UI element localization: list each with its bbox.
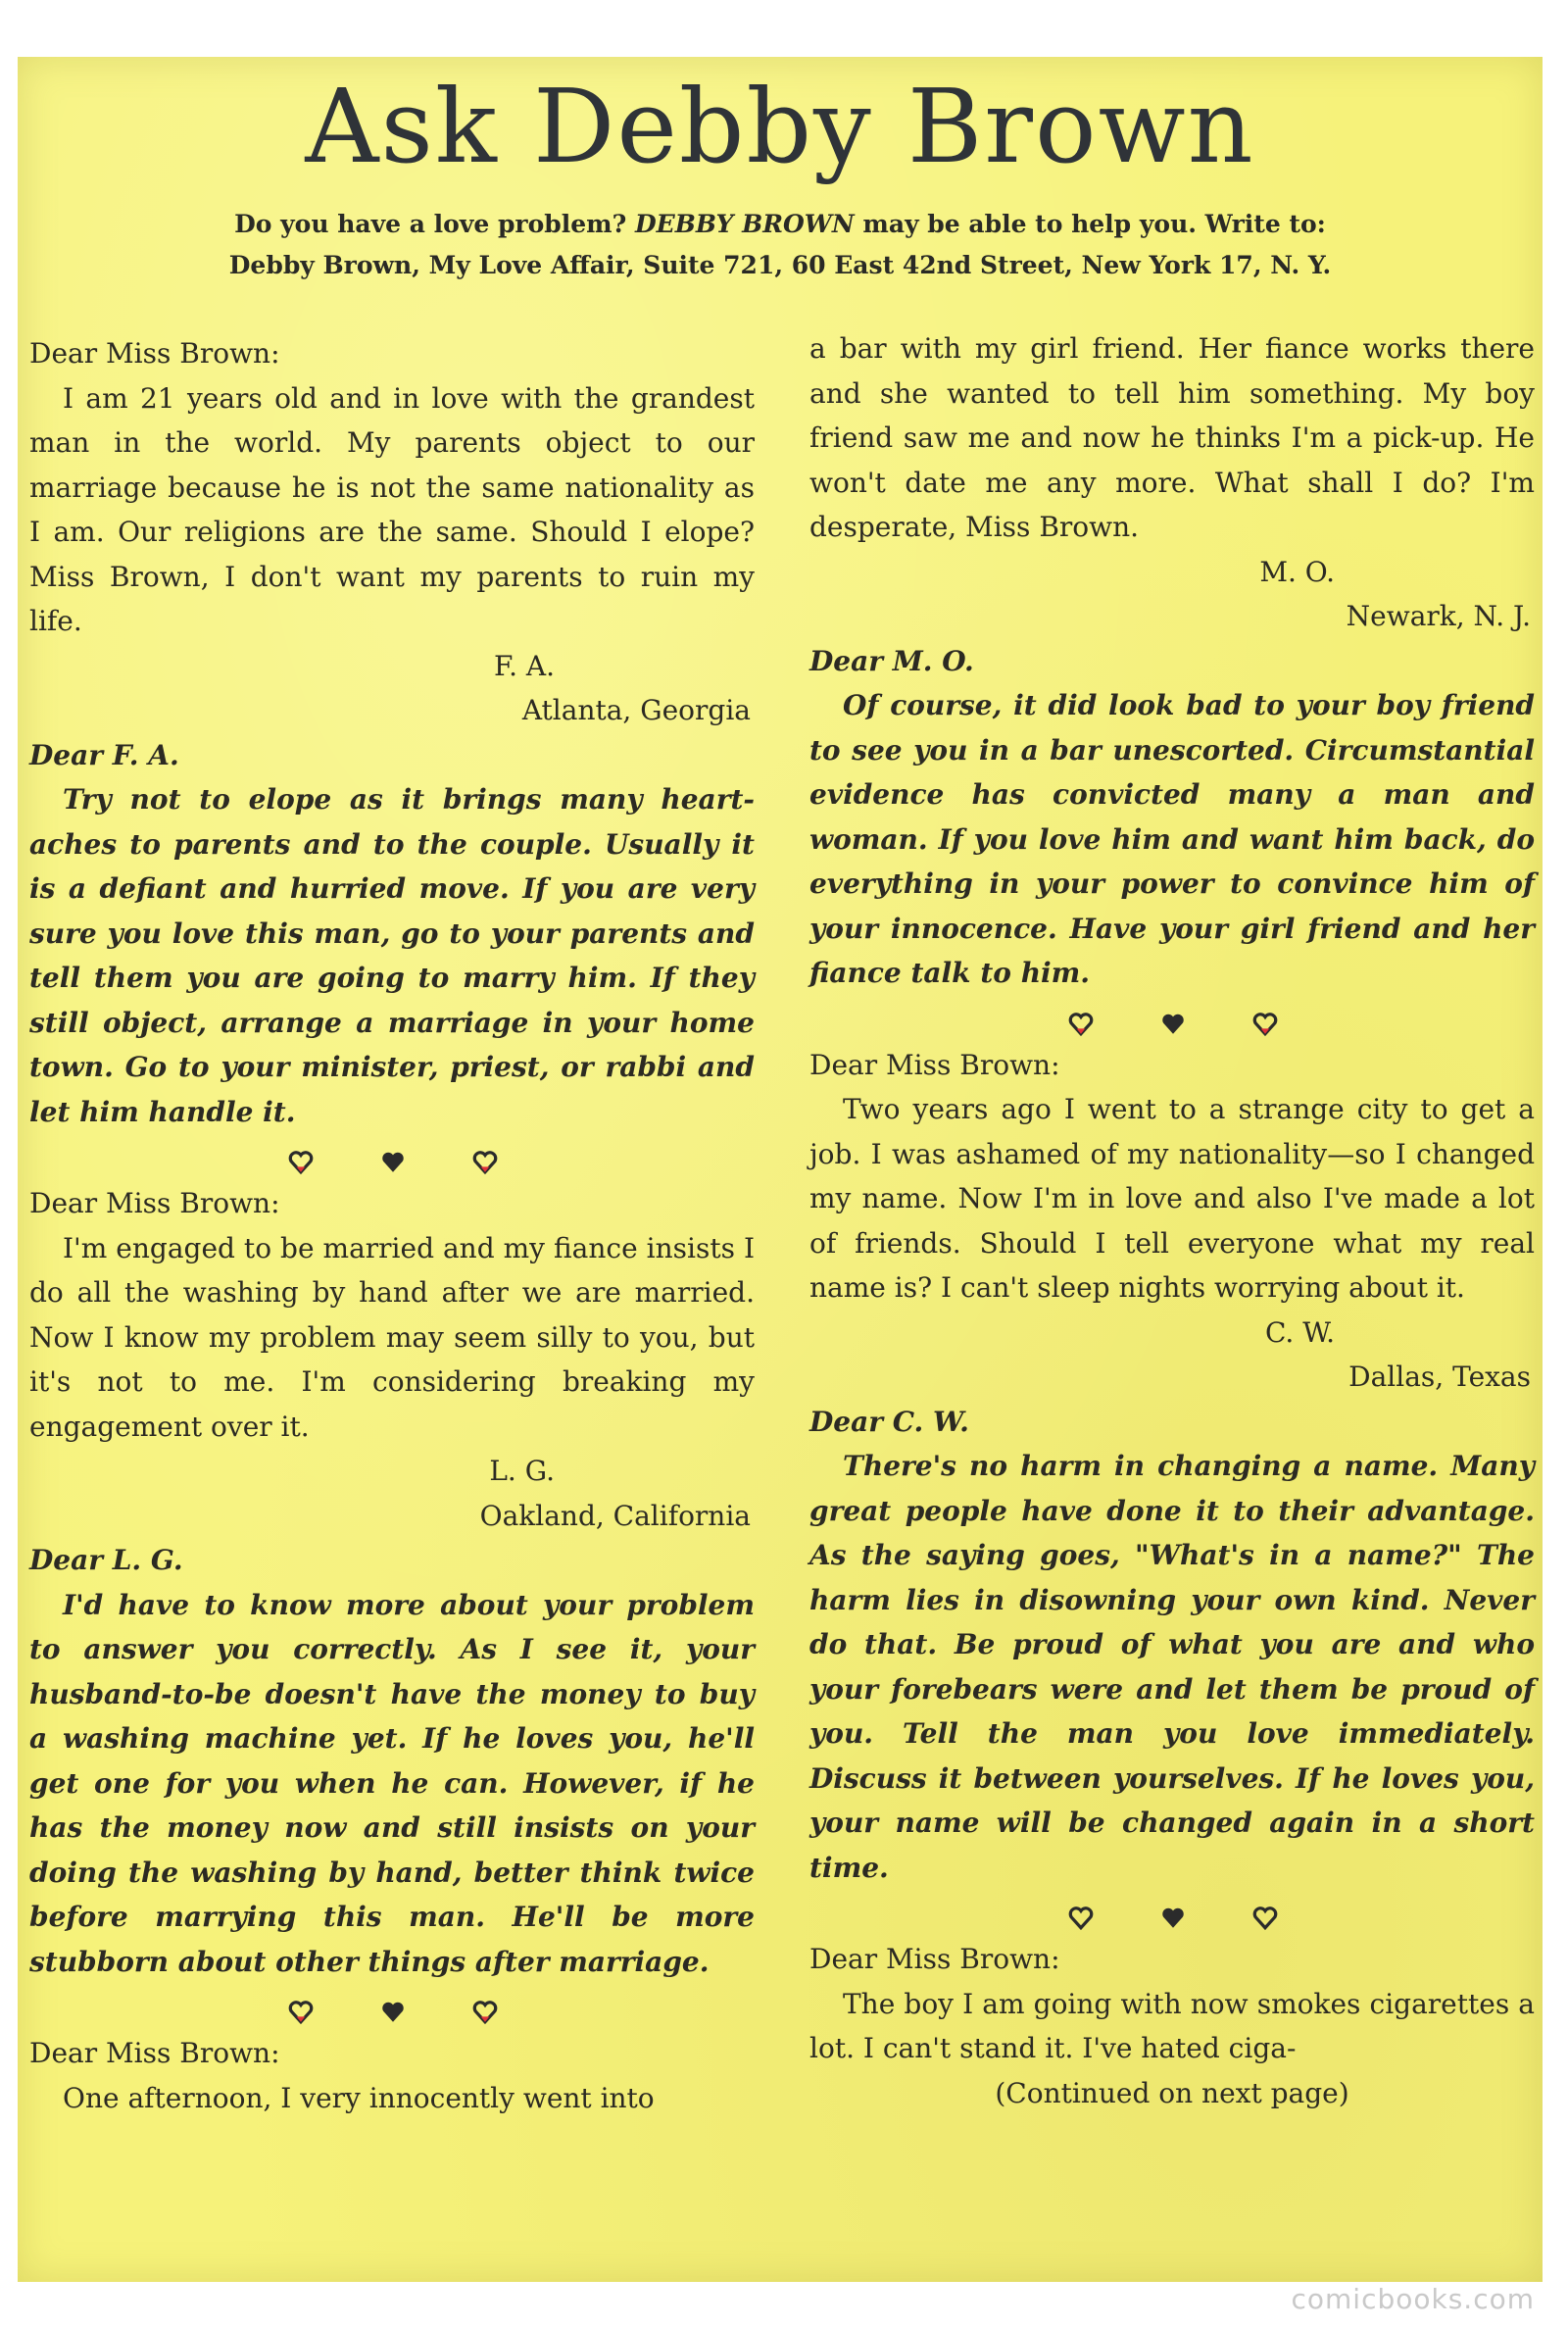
intro-line-1: [76, 204, 1484, 245]
reply-cw: [809, 1400, 1535, 1891]
letter-initials: M. O.: [1259, 555, 1335, 588]
letter-initials: F. A.: [494, 649, 555, 682]
continued-note: (Continued on next page): [995, 2076, 1349, 2109]
reply-salutation: Dear M. O.: [809, 644, 974, 677]
heart-divider: [809, 1900, 1535, 1923]
letter-initials: C. W.: [1264, 1315, 1335, 1349]
letter-place: Newark, N. J.: [1346, 600, 1531, 632]
heart-icon: [380, 1144, 404, 1167]
letter-lg: [29, 1181, 755, 1538]
letter-signature: [809, 550, 1535, 639]
letter-body: I am 21 years old and in love with the grandest man in the world. My parents object to our marriage because he is not the same nationality as I am. Our religions are the same. Should I elope? Miss Brown, I don't want my parents to ruin my life.: [29, 381, 755, 637]
letter-body: I'm engaged to be married and my fiance insists I do all the washing by hand after we are married. Now I know my problem may seem silly to you, but it's not to me. I'm considering breaking my engagement over it.: [29, 1231, 755, 1443]
heart-icon: [1068, 1006, 1092, 1029]
reply-mo: [809, 639, 1535, 996]
letter-body: Two years ago I went to a strange city to get a job. I was ashamed of my nationality—so I changed my name. Now I'm in love and also I've made a lot of friends. Should I tell everyone what my real name is? I can't sleep nights worrying about it.: [809, 1093, 1535, 1304]
intro-name: DEBBY BROWN: [634, 210, 855, 238]
reply-body: Of course, it did look bad to your boy friend to see you in a bar unescorted. Circumstantial evidence has convicted many a man and woman. If you love him and want him back, do everything in your power to convince him of your innocence. Have your girl friend and her fiance talk to him.: [809, 689, 1535, 989]
letter-cw: [809, 1043, 1535, 1400]
watermark: comicbooks.com: [1291, 2283, 1535, 2315]
letter-place: Oakland, California: [479, 1499, 751, 1532]
left-column: [29, 331, 755, 2120]
heart-icon: [472, 1144, 496, 1167]
letter-mo-start: [29, 2031, 755, 2120]
reply-lg: [29, 1538, 755, 1984]
heart-divider: [29, 1994, 755, 2017]
letter-signature: [29, 644, 755, 733]
letter-body: The boy I am going with now smokes cigarettes a lot. I can't stand it. I've hated ciga-: [809, 1987, 1535, 2064]
heart-icon: [1068, 1900, 1092, 1923]
intro-question: Do you have a love problem?: [234, 210, 627, 238]
reply-body: I'd have to know more about your problem to answer you correctly. As I see it, your husband-to-be doesn't have the money to buy a washing machine yet. If he loves you, he'll get one for you when he can. However, if he has the money now and still insists on your doing the washing by hand, better think twice before marrying this man. He'll be more stubborn about other things after marriage.: [29, 1588, 755, 1978]
heart-divider: [809, 1006, 1535, 1029]
letter-salutation: Dear Miss Brown:: [29, 1187, 280, 1219]
letter-smoking: [809, 1937, 1535, 2115]
heart-icon: [1252, 1900, 1276, 1923]
reply-salutation: Dear F. A.: [29, 738, 179, 771]
heart-icon: [1160, 1900, 1184, 1923]
letter-salutation: Dear Miss Brown:: [29, 337, 280, 370]
letter-fa: [29, 331, 755, 733]
page-title: Ask Debby Brown: [305, 67, 1255, 186]
letter-signature: [809, 1311, 1535, 1400]
intro-offer: may be able to help you. Write to:: [862, 210, 1326, 238]
right-column: [809, 326, 1535, 2115]
letter-body: a bar with my girl friend. Her fiance works there and she wanted to tell him something. My boy friend saw me and now he thinks I'm a pick-up. He won't date me any more. What shall I do? I'm desperate, Miss Brown.: [809, 332, 1535, 543]
reply-body: There's no harm in changing a name. Many great people have done it to their advantage. As the saying goes, "What's in a name?" The harm lies in disowning your own kind. Never do that. Be proud of what you are and who your forebears were and let them be proud of you. Tell the man you love immediately. Discuss it between yourselves. If he loves you, your name will be changed again in a short time.: [809, 1450, 1535, 1884]
letter-salutation: Dear Miss Brown:: [29, 2037, 280, 2069]
intro-address: Debby Brown, My Love Affair, Suite 721, 60 East 42nd Street, New York 17, N. Y.: [228, 251, 1332, 279]
heart-icon: [380, 1994, 404, 2017]
letter-salutation: Dear Miss Brown:: [809, 1048, 1060, 1081]
heart-icon: [288, 1144, 312, 1167]
letter-salutation: Dear Miss Brown:: [809, 1943, 1060, 1975]
page-background: [18, 57, 1543, 2282]
heart-divider: [29, 1144, 755, 1167]
heart-icon: [1252, 1006, 1276, 1029]
letter-mo-end: [809, 326, 1535, 639]
reply-body: Try not to elope as it brings many heart-aches to parents and to the couple. Usually it is a defiant and hurried move. If you are very sure you love this man, go to your parents and tell them you are going to marry him. If they still object, arrange a marriage in your home town. Go to your minister, priest, or rabbi and let him handle it.: [29, 783, 755, 1128]
letter-initials: L. G.: [489, 1455, 555, 1487]
letter-body: One afternoon, I very innocently went into: [63, 2081, 655, 2114]
heart-icon: [1160, 1006, 1184, 1029]
heart-icon: [472, 1994, 496, 2017]
letter-place: Atlanta, Georgia: [521, 694, 751, 726]
letter-signature: [29, 1449, 755, 1538]
heart-icon: [288, 1994, 312, 2017]
reply-salutation: Dear C. W.: [809, 1405, 969, 1438]
reply-salutation: Dear L. G.: [29, 1544, 183, 1576]
letter-place: Dallas, Texas: [1348, 1361, 1531, 1393]
intro-text: [76, 204, 1484, 286]
reply-fa: [29, 733, 755, 1135]
